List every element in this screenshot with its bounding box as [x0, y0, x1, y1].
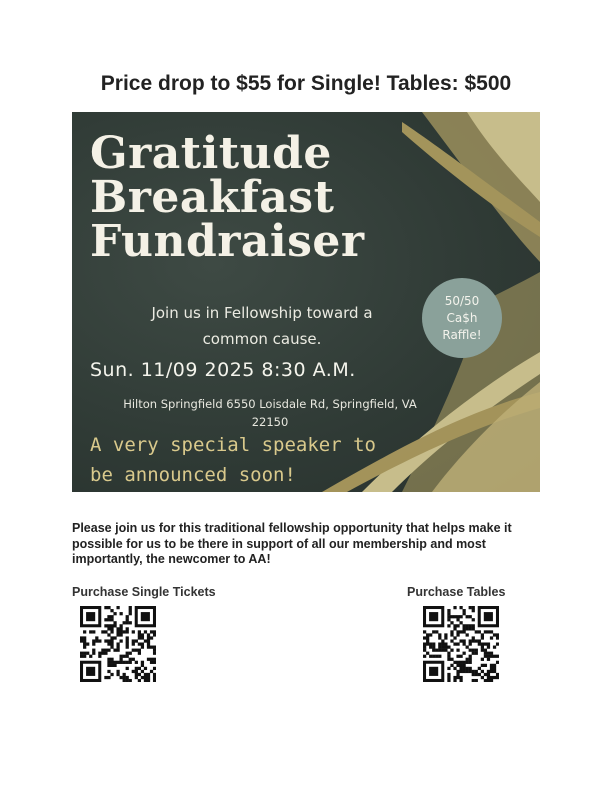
flyer-speaker-announcement [90, 430, 390, 490]
qr-code-icon[interactable] [80, 606, 156, 682]
flyer-address-line-1: Hilton Springfield 6550 Loisdale Rd, Springfield, VA [123, 397, 417, 411]
raffle-badge [422, 278, 502, 358]
raffle-line-1: 50/50 [444, 293, 480, 308]
flyer-title-line-2: Breakfast [90, 172, 335, 223]
flyer-event-date: Sun. 11/09 2025 8:30 A.M. [90, 359, 356, 381]
raffle-line-3: Raffle! [442, 327, 482, 342]
event-description: Please join us for this traditional fellowship opportunity that helps make it possible for us to be there in support of all our membership and most importantly, the newcomer to AA! [72, 521, 512, 566]
flyer-address-line-2: 22150 [251, 415, 289, 429]
purchase-tables-label: Purchase Tables [407, 585, 506, 599]
flyer-speaker-line-2: be announced soon! [90, 464, 296, 486]
flyer-join-line-2: common cause. [202, 330, 322, 348]
flyer-title-line-3: Fundraiser [90, 216, 365, 267]
flyer-speaker-line-1: A very special speaker to [90, 434, 376, 456]
flyer-join-line-1: Join us in Fellowship toward a [151, 304, 373, 322]
flyer-address [90, 395, 450, 431]
qr-code-icon[interactable] [423, 606, 499, 682]
headline-price: Price drop to $55 for Single! Tables: $500 [100, 72, 512, 95]
flyer-title-line-1: Gratitude [90, 128, 332, 179]
event-flyer-image [72, 112, 540, 492]
raffle-line-2: Ca$h [446, 310, 478, 325]
purchase-single-label: Purchase Single Tickets [72, 585, 216, 599]
